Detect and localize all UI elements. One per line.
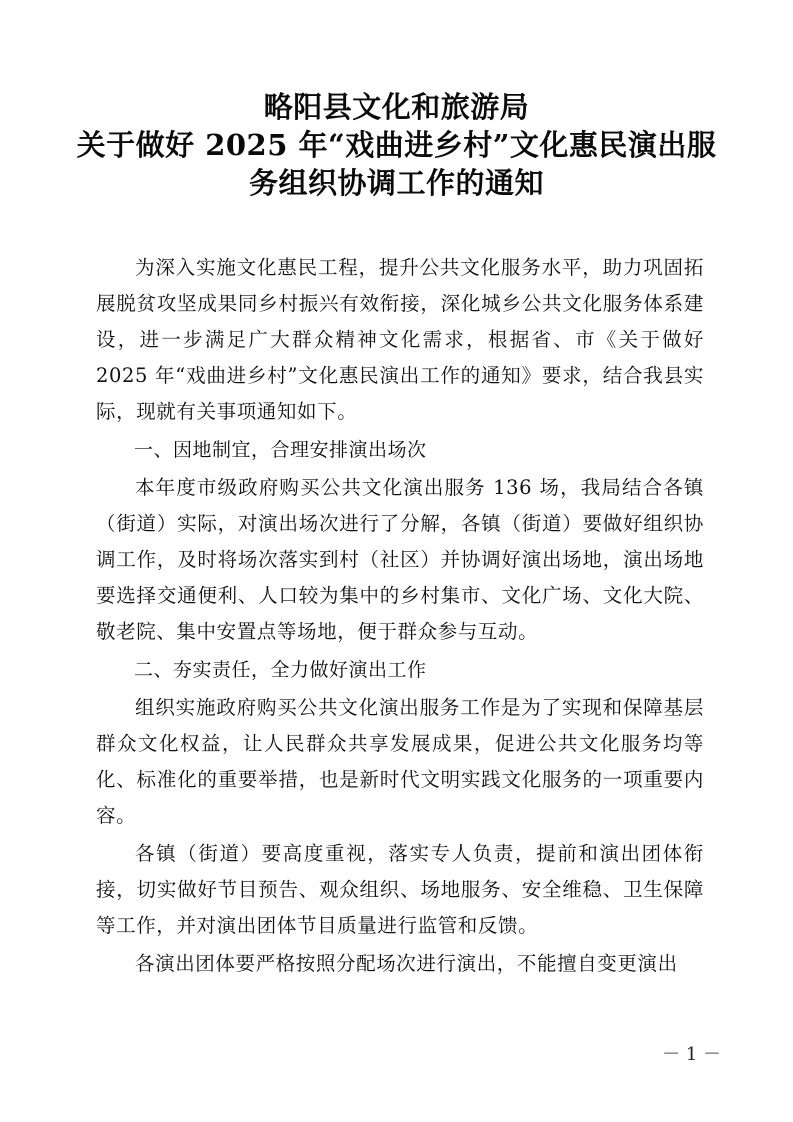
section-heading-2: 二、夯实责任，全力做好演出工作 [134,659,427,681]
section-heading-1: 一、因地制宜，合理安排演出场次 [134,439,427,461]
page-number: － 1 － [662,1044,721,1065]
title-line-subject-cont: 务组织协调工作的通知 [248,166,544,200]
document-title [60,88,733,202]
section-2-paragraph-1: 组织实施政府购买公共文化演出服务工作是为了实现和保障基层群众文化权益，让人民群众共享发展成果，促进公共文化服务均等化、标准化的重要举措，也是新时代文明实践文化服务的一项重要内容。 [96,696,704,827]
section-2-paragraph-2: 各镇（街道）要高度重视，落实专人负责，提前和演出团体衔接，切实做好节目预告、观众组织、场地服务、安全维稳、卫生保障等工作，并对演出团体节目质量进行监管和反馈。 [96,842,704,937]
intro-paragraph: 为深入实施文化惠民工程，提升公共文化服务水平，助力巩固拓展脱贫攻坚成果同乡村振兴有效衔接，深化城乡公共文化服务体系建设，进一步满足广大群众精神文化需求，根据省、市《关于做好 2025 年“戏曲进乡村”文化惠民演出工作的通知》要求，结合我县实际，现就有关事项通知如下。 [96,256,704,423]
section-1-paragraph: 本年度市级政府购买公共文化演出服务 136 场，我局结合各镇（街道）实际，对演出场次进行了分解，各镇（街道）要做好组织协调工作，及时将场次落实到村（社区）并协调好演出场地，演出场地要选择交通便利、人口较为集中的乡村集市、文化广场、文化大院、敬老院、集中安置点等场地，便于群众参与互动。 [96,476,704,643]
section-2-paragraph-3: 各演出团体要严格按照分配场次进行演出，不能擅自变更演出 [135,952,678,975]
title-line-subject: 关于做好 2025 年“戏曲进乡村”文化惠民演出服 [76,128,717,162]
title-line-issuer: 略阳县文化和旅游局 [263,90,530,124]
document-body [96,250,704,984]
